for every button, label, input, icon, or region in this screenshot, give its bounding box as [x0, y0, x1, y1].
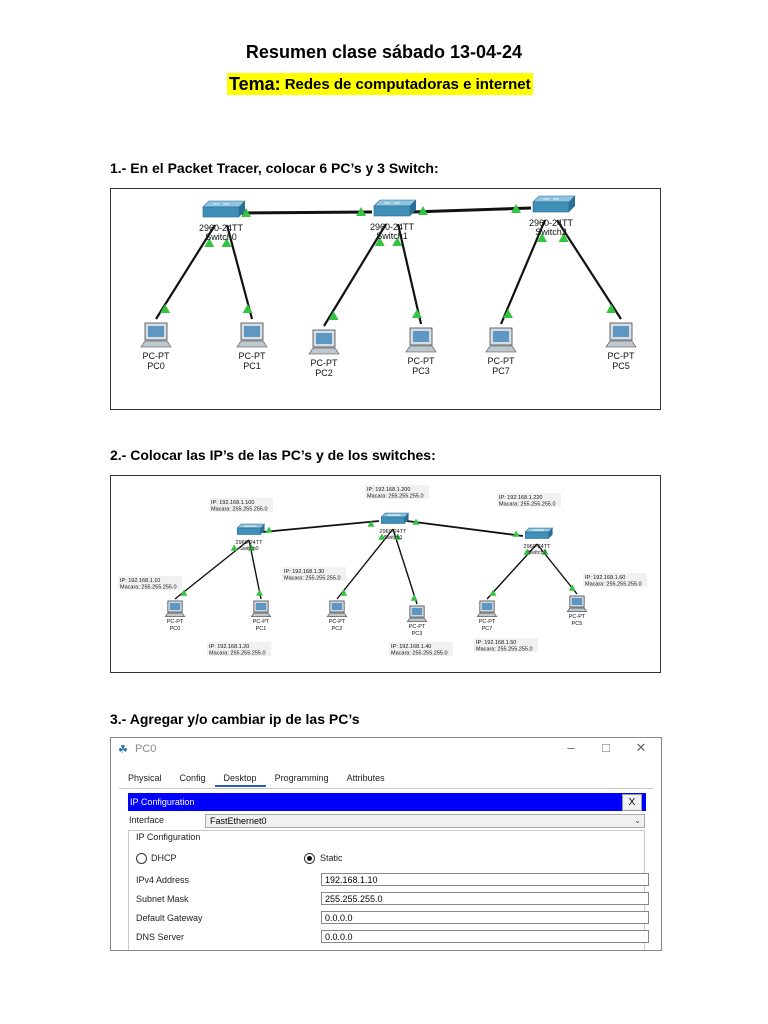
switch-name-label: Switch1 — [376, 231, 408, 241]
switch-icon — [374, 200, 416, 216]
ip-config-group-title: IP Configuration — [136, 832, 201, 842]
link-status-triangle — [411, 595, 418, 601]
pc-model-label: PC-PT — [568, 614, 586, 620]
pc-keyboard — [477, 613, 497, 617]
pc-name-label: PC7 — [481, 626, 493, 632]
interface-select[interactable] — [205, 814, 645, 828]
pc-screen — [482, 603, 492, 610]
switch-ip-label: IP: 192.168.1.220 — [499, 495, 543, 501]
tab-desktop[interactable]: Desktop — [215, 771, 266, 787]
pc-ip-label: IP: 192.168.1.60 — [585, 575, 626, 581]
pc-screen — [332, 603, 342, 610]
pc-ip-label: IP: 192.168.1.50 — [476, 640, 517, 646]
pc-screen — [148, 326, 164, 337]
dhcp-label: DHCP — [151, 853, 177, 863]
tab-bar — [119, 771, 394, 787]
access-link — [175, 540, 249, 599]
switch-name-label: Switch2 — [535, 227, 567, 237]
pc-icon — [567, 596, 587, 612]
switch-model-label: 2960-24TT — [523, 544, 551, 550]
switch-front — [381, 517, 404, 524]
switch-icon — [533, 196, 575, 212]
subnet-mask-input[interactable]: 255.255.255.0 — [321, 892, 649, 905]
default-gateway-label: Default Gateway — [136, 913, 203, 923]
pc-mask-label: Macara: 255.255.255.0 — [209, 650, 266, 657]
pc-name-label: PC5 — [571, 621, 583, 627]
pc-model-label: PC-PT — [408, 624, 426, 630]
topic-highlight — [227, 73, 533, 95]
pc-name-label: PC1 — [255, 626, 267, 632]
topic-value: Redes de computadoras e internet — [284, 75, 531, 93]
page-title: Resumen clase sábado 13-04-24 — [245, 42, 523, 62]
pc-ip-label: IP: 192.168.1.30 — [284, 569, 325, 575]
link-status-triangle — [513, 531, 520, 537]
switch-mask-label: Macara: 255.255.255.0 — [367, 493, 424, 500]
trunk-link — [263, 521, 379, 532]
pc-model-label: PC-PT — [238, 351, 266, 361]
pc-ip-label: IP: 192.168.1.20 — [209, 644, 250, 650]
switch-mask-label: Macara: 255.255.255.0 — [211, 506, 268, 513]
interface-row — [128, 814, 644, 828]
static-label: Static — [320, 853, 343, 863]
window-title: PC0 — [135, 743, 157, 755]
pc-screen — [256, 603, 266, 610]
ip-config-panel-header: IP Configuration — [128, 793, 646, 811]
dns-server-label: DNS Server — [136, 932, 185, 942]
topic-key: Tema: — [229, 73, 281, 94]
trunk-link — [407, 521, 523, 536]
ip-config-close-button[interactable]: X — [622, 794, 642, 811]
switch-front — [374, 206, 410, 216]
pc-icon — [486, 328, 516, 352]
pc-mask-label: Macara: 255.255.255.0 — [284, 575, 341, 582]
switch-name-label: Switch1 — [383, 535, 403, 541]
pc-model-label: PC-PT — [166, 619, 184, 625]
pc0-config-window — [110, 737, 662, 951]
pc-keyboard — [309, 348, 339, 354]
step-1-heading: 1.- En el Packet Tracer, colocar 6 PC’s y 3 Switch: — [110, 160, 439, 176]
pc-keyboard — [165, 613, 185, 617]
close-icon[interactable]: ✕ — [635, 740, 647, 755]
pc-screen — [572, 598, 582, 605]
default-gateway-input[interactable]: 0.0.0.0 — [321, 911, 649, 924]
switch-icon — [525, 528, 552, 538]
interface-label: Interface — [129, 815, 165, 825]
tab-divider — [119, 788, 653, 789]
pc-keyboard — [237, 341, 267, 347]
tab-attributes[interactable]: Attributes — [346, 773, 385, 783]
pc-ip-label: IP: 192.168.1.10 — [120, 578, 161, 584]
pc-model-label: PC-PT — [487, 356, 515, 366]
pc-icon — [141, 323, 171, 347]
chevron-down-icon: ⌄ — [634, 816, 641, 825]
static-radio[interactable] — [304, 853, 315, 864]
switch-name-label: Switch0 — [239, 546, 259, 552]
switch-front — [533, 202, 569, 212]
pc-icon — [327, 601, 347, 617]
pc-keyboard — [251, 613, 271, 617]
pc-icon — [407, 606, 427, 622]
pc-name-label: PC0 — [147, 361, 165, 371]
pc-model-label: PC-PT — [607, 351, 635, 361]
dns-server-input[interactable]: 0.0.0.0 — [321, 930, 649, 943]
switch-ip-label: IP: 192.168.1.200 — [367, 487, 411, 493]
ip-config-group — [128, 830, 645, 951]
pc-name-label: PC2 — [331, 626, 343, 632]
pc-screen — [170, 603, 180, 610]
pc-screen — [316, 333, 332, 344]
step-2-heading: 2.- Colocar las IP’s de las PC’s y de los switches: — [110, 447, 436, 463]
pc-icon — [165, 601, 185, 617]
pc-keyboard — [327, 613, 347, 617]
switch-front — [525, 532, 548, 539]
pc-name-label: PC0 — [169, 626, 181, 632]
link-status-triangle — [266, 527, 273, 533]
pc-name-label: PC3 — [411, 631, 423, 637]
pc-keyboard — [406, 346, 436, 352]
pc-model-label: PC-PT — [407, 356, 435, 366]
pc-keyboard — [486, 346, 516, 352]
minimize-icon[interactable]: – — [567, 740, 575, 755]
switch-icon — [237, 524, 264, 534]
switch-name-label: Switch0 — [205, 232, 237, 242]
pc-model-label: PC-PT — [310, 358, 338, 368]
switch-mask-label: Macara: 255.255.255.0 — [499, 501, 556, 508]
switch-model-label: 2960-24TT — [528, 218, 574, 228]
link-status-triangle — [412, 309, 422, 318]
pc-mask-label: Macara: 255.255.255.0 — [476, 646, 533, 653]
tab-programming[interactable]: Programming — [274, 773, 329, 783]
link-status-triangle — [243, 304, 253, 313]
pc-name-label: PC3 — [412, 366, 430, 376]
pc-mask-label: Macara: 255.255.255.0 — [120, 584, 177, 591]
link-status-triangle — [256, 590, 263, 596]
switch-front — [203, 207, 239, 217]
pc-icon — [309, 330, 339, 354]
switch-front — [237, 528, 260, 535]
switch-icon — [381, 513, 408, 523]
pc-icon — [406, 328, 436, 352]
pc-name-label: PC1 — [243, 361, 261, 371]
pc-screen — [613, 326, 629, 337]
subnet-mask-label: Subnet Mask — [136, 894, 189, 904]
tab-physical[interactable]: Physical — [128, 773, 162, 783]
interface-value: FastEthernet0 — [210, 816, 267, 826]
pc-name-label: PC5 — [612, 361, 630, 371]
maximize-icon[interactable]: □ — [602, 740, 610, 755]
pc-keyboard — [606, 341, 636, 347]
switch-name-label: Switch2 — [527, 550, 547, 556]
pc-icon — [251, 601, 271, 617]
pc-keyboard — [141, 341, 171, 347]
pc-model-label: PC-PT — [252, 619, 270, 625]
pc-icon — [477, 601, 497, 617]
topology-diagram-2 — [110, 475, 661, 673]
switch-model-label: 2960-24TT — [379, 529, 407, 535]
pc-model-label: PC-PT — [328, 619, 346, 625]
switch-ip-label: IP: 192.168.1.100 — [211, 500, 255, 506]
trunk-link — [241, 212, 372, 213]
switch-model-label: 2960-24TT — [369, 222, 415, 232]
pc-model-label: PC-PT — [142, 351, 170, 361]
pc-keyboard — [567, 608, 587, 612]
pc-screen — [413, 331, 429, 342]
step-3-heading: 3.- Agregar y/o cambiar ip de las PC’s — [110, 711, 360, 727]
pc-keyboard — [407, 618, 427, 622]
switch-model-label: 2960-24TT — [198, 223, 244, 233]
pc-screen — [412, 608, 422, 615]
pc0-app-icon: ☘ — [118, 744, 128, 756]
topology-diagram-1 — [110, 188, 661, 410]
pc-screen — [493, 331, 509, 342]
switch-model-label: 2960-24TT — [235, 540, 263, 546]
pc-name-label: PC2 — [315, 368, 333, 378]
pc-name-label: PC7 — [492, 366, 510, 376]
ipv4-address-input[interactable]: 192.168.1.10 — [321, 873, 649, 886]
window-titlebar — [111, 738, 661, 760]
tab-config[interactable]: Config — [179, 773, 206, 783]
pc-model-label: PC-PT — [478, 619, 496, 625]
pc-screen — [244, 326, 260, 337]
pc-ip-label: IP: 192.168.1.40 — [391, 644, 432, 650]
switch-icon — [203, 201, 245, 217]
dhcp-radio[interactable] — [136, 853, 147, 864]
ipv4-address-label: IPv4 Address — [136, 875, 190, 885]
pc-icon — [237, 323, 267, 347]
pc-mask-label: Macara: 255.255.255.0 — [585, 581, 642, 588]
pc-icon — [606, 323, 636, 347]
pc-mask-label: Macara: 255.255.255.0 — [391, 650, 448, 657]
